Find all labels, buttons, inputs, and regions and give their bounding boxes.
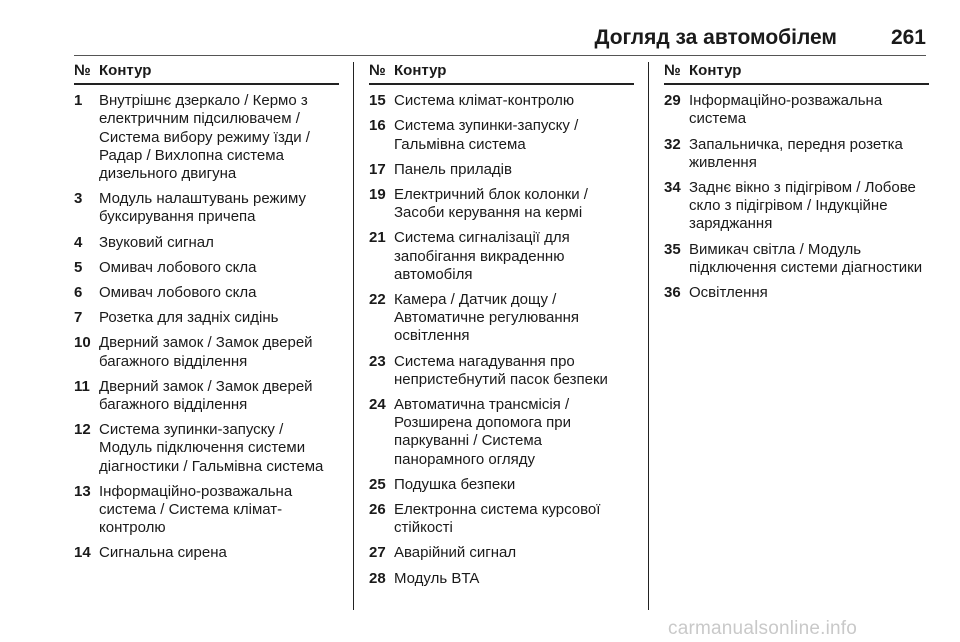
- circuit-description: Запальничка, передня розетка живлення: [689, 135, 903, 171]
- header-divider: [74, 55, 926, 56]
- fuse-table-column-2: [369, 62, 634, 595]
- table-row: [74, 544, 339, 562]
- table-row: [74, 483, 339, 538]
- circuit-description: Інформаційно-розважальна система / Система клімат-контролю: [99, 482, 293, 537]
- fuse-number: 16: [369, 117, 386, 135]
- fuse-number: 7: [74, 309, 83, 327]
- table-row: [369, 161, 634, 179]
- page-header: [74, 26, 926, 50]
- page-title: Догляд за автомобілем: [594, 26, 837, 49]
- circuit-description: Омивач лобового скла: [99, 284, 257, 302]
- fuse-number: 4: [74, 233, 83, 251]
- table-row: [369, 117, 634, 153]
- fuse-number: 27: [369, 544, 386, 562]
- fuse-number: 24: [369, 396, 386, 414]
- circuit-description: Подушка безпеки: [394, 475, 516, 493]
- circuit-description: Інформаційно-розважальна система: [689, 92, 883, 128]
- table-row: [74, 259, 339, 277]
- table-row: [664, 92, 929, 128]
- fuse-table-column-3: [664, 62, 929, 309]
- circuit-description: Електронна система курсової стійкості: [394, 501, 601, 537]
- watermark: carmanualsonline.info: [668, 618, 858, 639]
- fuse-number: 11: [74, 377, 90, 395]
- circuit-description: Аварійний сигнал: [394, 544, 517, 562]
- fuse-number: 3: [74, 190, 83, 208]
- table-row: [664, 284, 929, 302]
- fuse-number: 22: [369, 291, 386, 309]
- fuse-number: 10: [74, 334, 91, 352]
- column-divider: [648, 62, 649, 610]
- table-row: [74, 234, 339, 252]
- fuse-number: 19: [369, 186, 386, 204]
- circuit-description: Система клімат-контролю: [394, 92, 575, 110]
- circuit-description: Дверний замок / Замок дверей багажного відділення: [99, 334, 313, 370]
- table-row: [74, 190, 339, 226]
- table-row: [74, 284, 339, 302]
- table-row: [369, 501, 634, 537]
- circuit-description: Освітлення: [689, 284, 768, 302]
- fuse-number: 12: [74, 421, 91, 439]
- circuit-description: Дверний замок / Замок дверей багажного відділення: [99, 377, 313, 414]
- table-header: [369, 62, 634, 85]
- column-divider: [353, 62, 354, 610]
- circuit-description: Омивач лобового скла: [99, 258, 257, 276]
- table-row: [369, 229, 634, 284]
- fuse-table-column-1: [74, 62, 339, 570]
- fuse-number: 21: [369, 229, 386, 247]
- circuit-description: Модуль BTA: [394, 569, 480, 587]
- table-row: [369, 353, 634, 389]
- circuit-description: Система зупинки-запуску / Модуль підключення системи діагностики / Гальмівна система: [99, 421, 324, 475]
- circuit-description: Камера / Датчик дощу / Автоматичне регулювання освітлення: [394, 291, 580, 345]
- fuse-number: 1: [74, 92, 83, 110]
- fuse-number: 28: [369, 569, 386, 587]
- fuse-number: 34: [664, 179, 681, 197]
- header-number-label: №: [74, 62, 91, 79]
- table-row: [664, 179, 929, 234]
- header-circuit-label: Контур: [689, 62, 742, 79]
- circuit-description: Заднє вікно з підігрівом / Лобове скло з підігрівом / Індукційне заряджання: [689, 179, 916, 233]
- circuit-description: Звуковий сигнал: [99, 233, 214, 251]
- table-row: [369, 570, 634, 588]
- header-number-label: №: [664, 62, 681, 79]
- table-row: [369, 544, 634, 562]
- table-row: [369, 92, 634, 110]
- table-row: [369, 396, 634, 469]
- circuit-description: Сигнальна сирена: [99, 544, 227, 562]
- circuit-description: Автоматична трансмісія / Розширена допомога при паркуванні / Система панорамного огляду: [394, 396, 571, 468]
- page-number: 261: [890, 26, 926, 49]
- circuit-description: Система зупинки-запуску / Гальмівна система: [394, 117, 579, 153]
- table-row: [74, 309, 339, 327]
- circuit-description: Система нагадування про непристебнутий пасок безпеки: [394, 352, 608, 388]
- table-row: [664, 136, 929, 172]
- table-row: [369, 291, 634, 346]
- table-header: [664, 62, 929, 85]
- circuit-description: Внутрішнє дзеркало / Кермо з електричним підсилювачем / Система вибору режиму їзди / Радар / Вихлопна система дизельного двигуна: [99, 92, 310, 183]
- header-number-label: №: [369, 62, 386, 79]
- fuse-number: 17: [369, 160, 386, 178]
- table-row: [369, 476, 634, 494]
- fuse-number: 13: [74, 482, 91, 500]
- fuse-number: 32: [664, 135, 681, 153]
- fuse-number: 5: [74, 258, 83, 276]
- fuse-number: 14: [74, 544, 91, 562]
- fuse-number: 6: [74, 284, 83, 302]
- fuse-number: 35: [664, 240, 681, 258]
- circuit-description: Вимикач світла / Модуль підключення системи діагностики: [689, 240, 923, 276]
- fuse-number: 26: [369, 501, 386, 519]
- circuit-description: Панель приладів: [394, 160, 512, 178]
- circuit-description: Система сигналізації для запобігання викраденню автомобіля: [394, 229, 570, 283]
- table-header: [74, 62, 339, 85]
- table-row: [74, 421, 339, 476]
- circuit-description: Електричний блок колонки / Засоби керування на кермі: [394, 186, 588, 222]
- fuse-number: 25: [369, 475, 386, 493]
- header-circuit-label: Контур: [99, 62, 152, 79]
- fuse-number: 15: [369, 92, 386, 110]
- table-row: [74, 334, 339, 370]
- header-circuit-label: Контур: [394, 62, 447, 79]
- table-row: [74, 378, 339, 414]
- fuse-number: 23: [369, 352, 386, 370]
- table-row: [369, 186, 634, 222]
- table-row: [74, 92, 339, 183]
- circuit-description: Розетка для задніх сидінь: [99, 309, 279, 327]
- circuit-description: Модуль налаштувань режиму буксирування причепа: [99, 190, 306, 226]
- table-row: [664, 241, 929, 277]
- fuse-number: 29: [664, 92, 681, 110]
- fuse-number: 36: [664, 284, 681, 302]
